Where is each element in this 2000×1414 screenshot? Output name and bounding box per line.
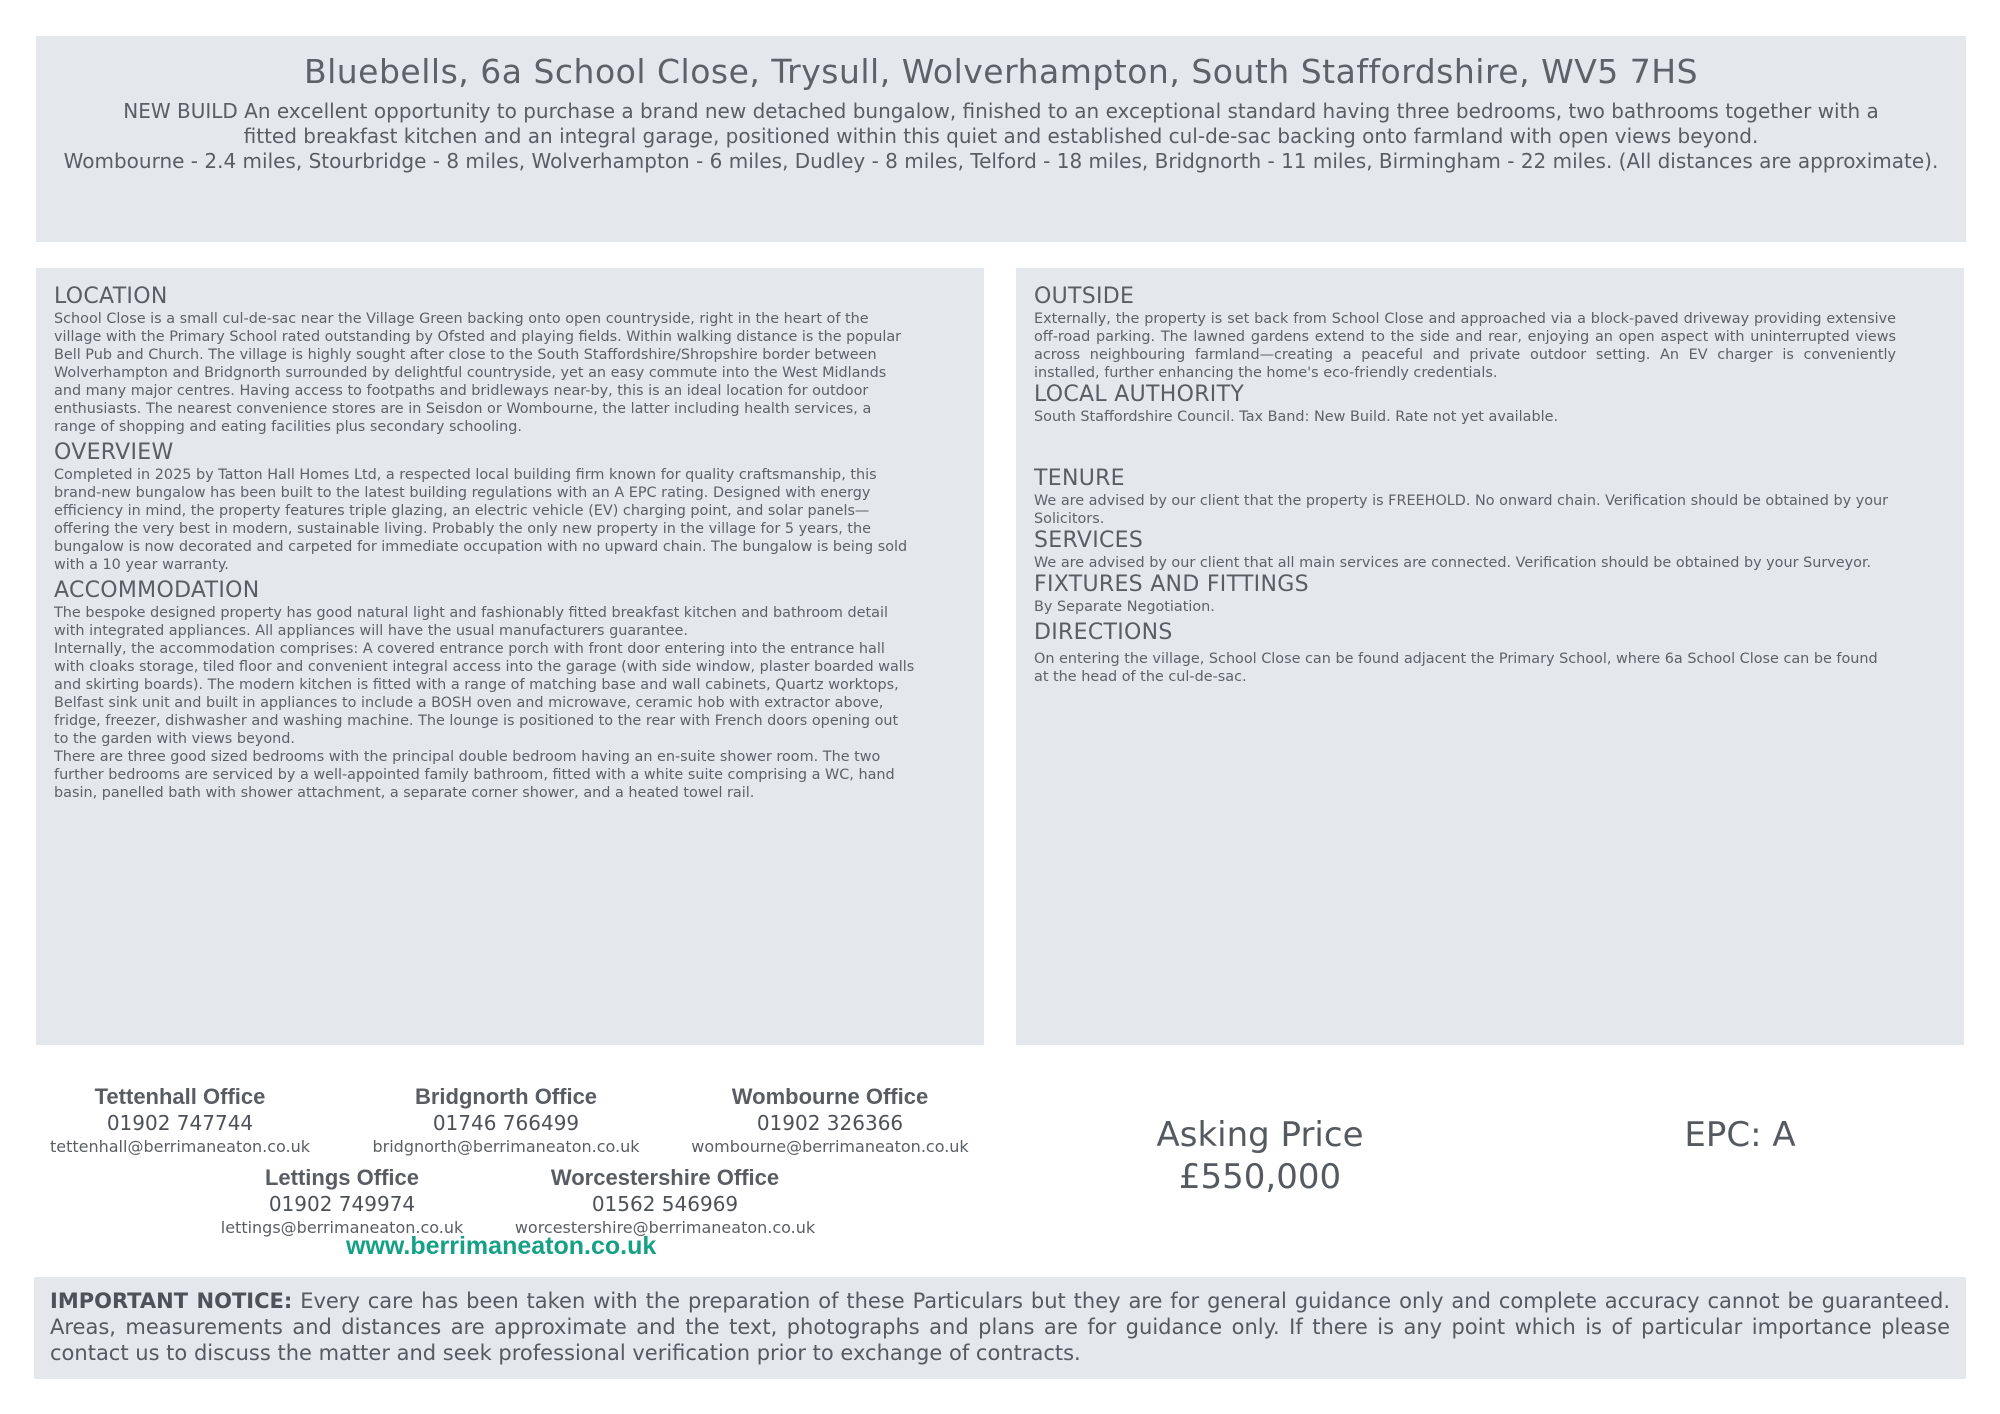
office-name: Bridgnorth Office — [414, 1084, 598, 1109]
accommodation-text-1: The bespoke designed property has good natural light and fashionably fitted breakfast kitchen and bathroom detail with integrated appliances. All appliances will have the usual manufacturers guarantee. — [54, 605, 888, 639]
notice-text: Every care has been taken with the preparation of these Particulars but they are for general guidance only and complete accuracy cannot be guaranteed. Areas, measurements and distances are approximate and the text, photographs and plans are for guidance only. If there is any point which is of particular importance please contact us to discuss the matter and seek professional verification prior to exchange of contracts. — [50, 1289, 1950, 1365]
office-worcestershire — [508, 1165, 822, 1239]
fixtures-section — [1034, 572, 1946, 616]
office-phone[interactable]: 01562 546969 — [591, 1192, 739, 1216]
office-phone[interactable]: 01902 749974 — [268, 1192, 416, 1216]
tenure-section — [1034, 466, 1946, 528]
accommodation-text-2: Internally, the accommodation comprises: A covered entrance porch with front door entering into the entrance hall with cloaks storage, tiled floor and convenient integral access into the garage (with side window, plaster boarded walls and skirting boards). The modern kitchen is fitted with a range of matching base and wall cabinets, Quartz worktops, Belfast sink unit and built in appliances to include a BOSH oven and microwave, ceramic hob with extractor above, fridge, freezer, dishwasher and washing machine. The lounge is positioned to the rear with French doors opening out to the garden with views beyond. — [54, 641, 915, 747]
asking-price — [1100, 1114, 1420, 1198]
local-authority-heading: LOCAL AUTHORITY — [1034, 382, 1245, 407]
services-heading: SERVICES — [1034, 528, 1144, 553]
office-tettenhall — [44, 1084, 316, 1158]
fixtures-heading: FIXTURES AND FITTINGS — [1034, 572, 1309, 597]
right-details-panel — [1016, 268, 1964, 1045]
tenure-heading: TENURE — [1034, 466, 1125, 491]
office-phone[interactable]: 01902 747744 — [106, 1111, 254, 1135]
office-email[interactable]: lettings@berrimaneaton.co.uk — [220, 1218, 464, 1237]
directions-text: On entering the village, School Close can be found adjacent the Primary School, where 6a School Close can be found at the head of the cul-de-sac. — [1034, 651, 1878, 685]
office-wombourne — [690, 1084, 970, 1158]
notice-paragraph — [50, 1288, 1950, 1366]
office-phone[interactable]: 01746 766499 — [432, 1111, 580, 1135]
header-panel — [36, 36, 1966, 242]
office-name: Worcestershire Office — [550, 1165, 780, 1190]
outside-text: Externally, the property is set back from School Close and approached via a block-paved driveway providing extensive off-road parking. The lawned gardens extend to the side and rear, enjoying an open aspect with uninterrupted views across neighbouring farmland—creating a peaceful and private outdoor setting. An EV charger is conveniently installed, further enhancing the home's eco-friendly credentials. — [1034, 311, 1896, 381]
office-phone[interactable]: 01902 326366 — [756, 1111, 904, 1135]
office-email[interactable]: bridgnorth@berrimaneaton.co.uk — [372, 1137, 640, 1156]
location-text: School Close is a small cul-de-sac near the Village Green backing onto open countryside, right in the heart of the village with the Primary School rated outstanding by Ofsted and playing fields. Within walking distance is the popular Bell Pub and Church. The village is highly sought after close to the South Staffordshire/Shropshire border between Wolverhampton and Bridgnorth surrounded by delightful countryside, yet an easy commute into the West Midlands and many major centres. Having access to footpaths and bridleways near-by, this is an ideal location for outdoor enthusiasts. The nearest convenience stores are in Seisdon or Wombourne, the latter including health services, a range of shopping and eating facilities plus secondary schooling. — [54, 311, 902, 435]
office-email[interactable]: worcestershire@berrimaneaton.co.uk — [514, 1218, 816, 1237]
notice-label: IMPORTANT NOTICE: — [50, 1289, 293, 1313]
epc-rating: EPC: A — [1684, 1115, 1796, 1155]
directions-heading: DIRECTIONS — [1034, 620, 1173, 645]
office-name: Wombourne Office — [731, 1084, 929, 1109]
location-section — [54, 284, 966, 436]
local-authority-section — [1034, 382, 1946, 426]
overview-heading: OVERVIEW — [54, 440, 174, 465]
office-lettings — [206, 1165, 478, 1239]
property-distances: Wombourne - 2.4 miles, Stourbridge - 8 miles, Wolverhampton - 6 miles, Dudley - 8 miles, Telford - 18 miles, Bridgnorth - 11 miles, Birmingham - 22 miles. (All distances are approximate). — [63, 149, 1939, 173]
services-text: We are advised by our client that all main services are connected. Verification should be obtained by your Surveyor. — [1034, 555, 1872, 571]
property-intro: NEW BUILD An excellent opportunity to purchase a brand new detached bungalow, finished to an exceptional standard having three bedrooms, two bathrooms together with a fitted breakfast kitchen and an integral garage, positioned within this quiet and established cul-de-sac backing onto farmland with open views beyond. — [123, 99, 1879, 148]
accommodation-text-3: There are three good sized bedrooms with the principal double bedroom having an en-suite shower room. The two further bedrooms are serviced by a well-appointed family bathroom, fitted with a white suite comprising a WC, hand basin, panelled bath with shower attachment, a separate corner shower, and a heated towel rail. — [54, 749, 895, 801]
asking-price-value: £550,000 — [1178, 1157, 1342, 1197]
asking-price-label: Asking Price — [1156, 1115, 1364, 1155]
office-name: Lettings Office — [264, 1165, 419, 1190]
accommodation-heading: ACCOMMODATION — [54, 578, 260, 603]
outside-section — [1034, 284, 1946, 382]
property-address-title: Bluebells, 6a School Close, Trysull, Wolverhampton, South Staffordshire, WV5 7HS — [303, 52, 1699, 91]
services-section — [1034, 528, 1946, 572]
office-email[interactable]: wombourne@berrimaneaton.co.uk — [691, 1137, 969, 1156]
office-bridgnorth — [370, 1084, 642, 1158]
website-link[interactable]: www.berrimaneaton.co.uk — [346, 1232, 657, 1260]
important-notice — [34, 1277, 1966, 1379]
office-email[interactable]: tettenhall@berrimaneaton.co.uk — [49, 1137, 311, 1156]
office-name: Tettenhall Office — [94, 1084, 266, 1109]
fixtures-text: By Separate Negotiation. — [1034, 599, 1215, 615]
outside-heading: OUTSIDE — [1034, 284, 1135, 309]
location-heading: LOCATION — [54, 284, 168, 309]
left-details-panel — [36, 268, 984, 1045]
directions-section — [1034, 620, 1946, 686]
overview-section — [54, 440, 966, 574]
accommodation-section — [54, 578, 966, 802]
local-authority-text: South Staffordshire Council. Tax Band: New Build. Rate not yet available. — [1034, 409, 1559, 425]
tenure-text: We are advised by our client that the property is FREEHOLD. No onward chain. Verification should be obtained by your Solicitors. — [1034, 493, 1889, 527]
overview-text: Completed in 2025 by Tatton Hall Homes Ltd, a respected local building firm known for quality craftsmanship, this brand-new bungalow has been built to the latest building regulations with an A EPC rating. Designed with energy efficiency in mind, the property features triple glazing, an electric vehicle (EV) charging point, and solar panels—offering the very best in modern, sustainable living. Probably the only new property in the village for 5 years, the bungalow is now decorated and carpeted for immediate occupation with no upward chain. The bungalow is being sold with a 10 year warranty. — [54, 467, 908, 573]
